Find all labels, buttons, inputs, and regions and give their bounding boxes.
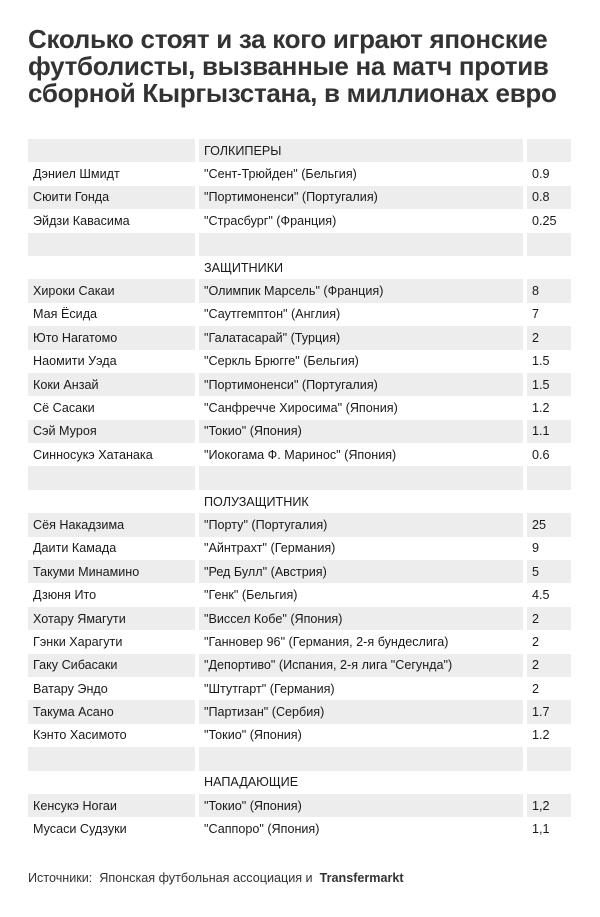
player-name-cell: Хотару Ямагути — [28, 607, 195, 630]
club-cell: "Иокогама Ф. Маринос" (Япония) — [199, 443, 523, 466]
players-table — [28, 139, 571, 841]
player-name-cell: Хироки Сакаи — [28, 279, 195, 302]
spacer-cell — [527, 747, 571, 770]
table-row — [28, 350, 571, 373]
club-cell: "Партизан" (Сербия) — [199, 700, 523, 723]
section-heading: ГОЛКИПЕРЫ — [199, 139, 523, 162]
player-name-cell: Мусаси Судзуки — [28, 817, 195, 840]
player-name-cell: Эйдзи Кавасима — [28, 209, 195, 232]
player-name-cell: Такума Асано — [28, 700, 195, 723]
club-cell: "Генк" (Бельгия) — [199, 583, 523, 606]
spacer-cell — [199, 233, 523, 256]
source-label: Источники: — [28, 871, 93, 885]
club-cell: "Токио" (Япония) — [199, 724, 523, 747]
section-heading-row — [28, 771, 571, 794]
club-cell: "Галатасарай" (Турция) — [199, 326, 523, 349]
value-cell: 0.8 — [527, 186, 571, 209]
table-row — [28, 326, 571, 349]
section-heading-row — [28, 490, 571, 513]
value-cell: 1.5 — [527, 373, 571, 396]
section-heading-row — [28, 139, 571, 162]
player-name-cell: Сё Сасаки — [28, 396, 195, 419]
player-name-cell: Сёя Накадзима — [28, 513, 195, 536]
section-heading: ЗАЩИТНИКИ — [199, 256, 523, 279]
club-cell: "Депортиво" (Испания, 2-я лига "Сегунда") — [199, 654, 523, 677]
table-row — [28, 303, 571, 326]
player-name-cell: Ватару Эндо — [28, 677, 195, 700]
spacer-cell — [28, 747, 195, 770]
player-name-cell: Даити Камада — [28, 537, 195, 560]
table-row — [28, 560, 571, 583]
value-cell: 4.5 — [527, 583, 571, 606]
value-cell: 9 — [527, 537, 571, 560]
value-cell: 1,2 — [527, 794, 571, 817]
club-cell: "Сент-Трюйден" (Бельгия) — [199, 162, 523, 185]
spacer-row — [28, 466, 571, 489]
player-name-cell: Кенсукэ Ногаи — [28, 794, 195, 817]
table-row — [28, 443, 571, 466]
club-cell: "Олимпик Марсель" (Франция) — [199, 279, 523, 302]
player-name-cell: Коки Анзай — [28, 373, 195, 396]
table-row — [28, 420, 571, 443]
table-row — [28, 700, 571, 723]
source-note — [28, 871, 404, 885]
player-name-cell: Кэнто Хасимото — [28, 724, 195, 747]
value-cell: 2 — [527, 677, 571, 700]
table-row — [28, 724, 571, 747]
table-row — [28, 630, 571, 653]
section-heading-empty — [28, 490, 195, 513]
club-cell: "Ганновер 96" (Германия, 2-я бундеслига) — [199, 630, 523, 653]
club-cell: "Портимоненси" (Португалия) — [199, 186, 523, 209]
spacer-cell — [28, 233, 195, 256]
player-name-cell: Юто Нагатомо — [28, 326, 195, 349]
spacer-row — [28, 233, 571, 256]
player-name-cell: Гэнки Харагути — [28, 630, 195, 653]
spacer-cell — [527, 466, 571, 489]
value-cell: 1.2 — [527, 724, 571, 747]
player-name-cell: Дэниел Шмидт — [28, 162, 195, 185]
club-cell: "Портимоненси" (Португалия) — [199, 373, 523, 396]
value-cell: 0.6 — [527, 443, 571, 466]
value-cell: 2 — [527, 630, 571, 653]
club-cell: "Токио" (Япония) — [199, 794, 523, 817]
value-cell: 8 — [527, 279, 571, 302]
table-row — [28, 513, 571, 536]
club-cell: "Айнтрахт" (Германия) — [199, 537, 523, 560]
table-row — [28, 654, 571, 677]
section-heading-empty — [28, 256, 195, 279]
club-cell: "Штутгарт" (Германия) — [199, 677, 523, 700]
table-row — [28, 794, 571, 817]
section-heading: НАПАДАЮЩИЕ — [199, 771, 523, 794]
player-name-cell: Мая Ёсида — [28, 303, 195, 326]
table-row — [28, 186, 571, 209]
value-cell: 1,1 — [527, 817, 571, 840]
table-row — [28, 537, 571, 560]
value-cell: 5 — [527, 560, 571, 583]
player-name-cell: Такуми Минамино — [28, 560, 195, 583]
player-name-cell: Гаку Сибасаки — [28, 654, 195, 677]
club-cell: "Серкль Брюгге" (Бельгия) — [199, 350, 523, 373]
spacer-cell — [199, 466, 523, 489]
club-cell: "Виссел Кобе" (Япония) — [199, 607, 523, 630]
value-cell: 0.25 — [527, 209, 571, 232]
club-cell: "Саппоро" (Япония) — [199, 817, 523, 840]
value-cell: 1.5 — [527, 350, 571, 373]
spacer-cell — [527, 233, 571, 256]
player-name-cell: Синносукэ Хатанака — [28, 443, 195, 466]
spacer-cell — [199, 747, 523, 770]
table-row — [28, 817, 571, 840]
value-cell: 0.9 — [527, 162, 571, 185]
table-row — [28, 162, 571, 185]
player-name-cell: Сюити Гонда — [28, 186, 195, 209]
club-cell: "Токио" (Япония) — [199, 420, 523, 443]
club-cell: "Страсбург" (Франция) — [199, 209, 523, 232]
club-cell: "Санфречче Хиросима" (Япония) — [199, 396, 523, 419]
section-heading-empty — [527, 139, 571, 162]
table-row — [28, 373, 571, 396]
section-heading-empty — [527, 771, 571, 794]
table-row — [28, 583, 571, 606]
spacer-row — [28, 747, 571, 770]
source-bold: Transfermarkt — [319, 871, 404, 885]
club-cell: "Саутгемптон" (Англия) — [199, 303, 523, 326]
player-name-cell: Сэй Муроя — [28, 420, 195, 443]
value-cell: 1.1 — [527, 420, 571, 443]
section-heading-empty — [527, 490, 571, 513]
section-heading-row — [28, 256, 571, 279]
section-heading-empty — [28, 771, 195, 794]
club-cell: "Порту" (Португалия) — [199, 513, 523, 536]
value-cell: 2 — [527, 607, 571, 630]
page-title: Сколько стоят и за кого играют японские футболисты, вызванные на матч против сборной Кыргызстана, в миллионах евро — [28, 24, 557, 108]
table-row — [28, 209, 571, 232]
value-cell: 25 — [527, 513, 571, 536]
value-cell: 1.7 — [527, 700, 571, 723]
player-name-cell: Дзюня Ито — [28, 583, 195, 606]
value-cell: 2 — [527, 326, 571, 349]
table-row — [28, 396, 571, 419]
value-cell: 7 — [527, 303, 571, 326]
spacer-cell — [28, 466, 195, 489]
value-cell: 1.2 — [527, 396, 571, 419]
club-cell: "Ред Булл" (Австрия) — [199, 560, 523, 583]
table-row — [28, 279, 571, 302]
section-heading-empty — [28, 139, 195, 162]
value-cell: 2 — [527, 654, 571, 677]
table-row — [28, 607, 571, 630]
section-heading-empty — [527, 256, 571, 279]
section-heading: ПОЛУЗАЩИТНИК — [199, 490, 523, 513]
table-row — [28, 677, 571, 700]
source-text: Японская футбольная ассоциация и — [99, 871, 313, 885]
player-name-cell: Наомити Уэда — [28, 350, 195, 373]
